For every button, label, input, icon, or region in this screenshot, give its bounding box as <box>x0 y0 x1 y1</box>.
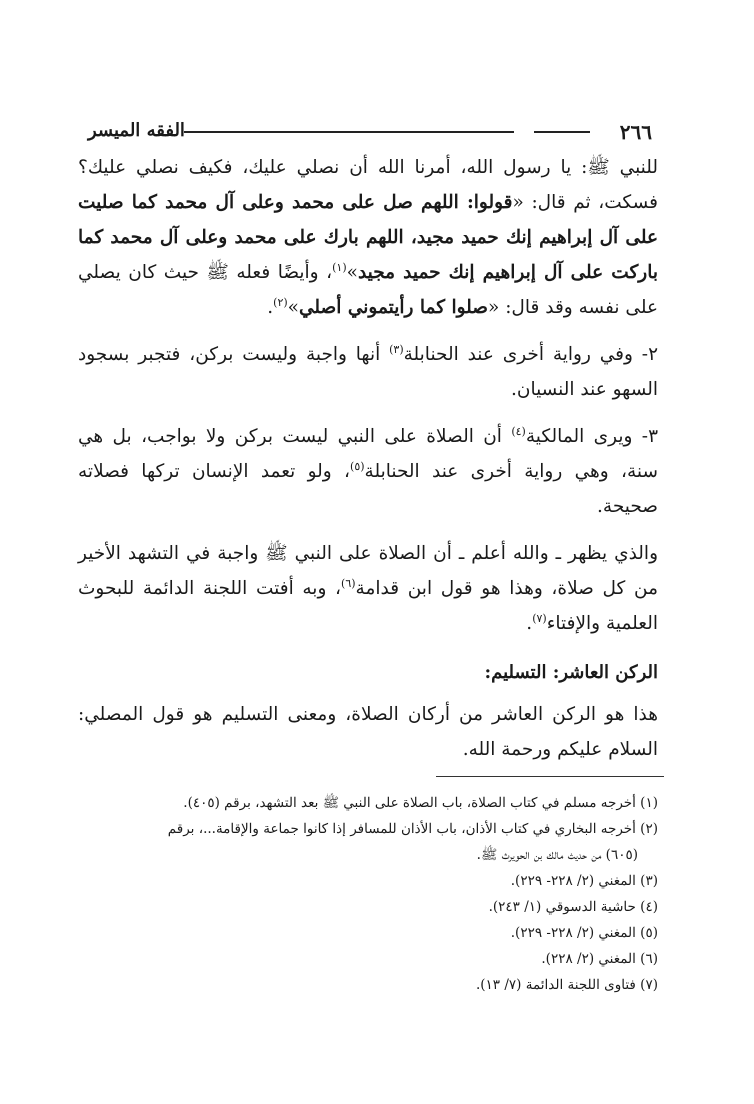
paragraph-text: والذي يظهر ـ والله أعلم ـ أن الصلاة على النبي ﷺ واجبة في التشهد الأخير من كل صلاة، وهذا هو قول ابن قدامة <box>78 543 658 599</box>
paragraph-text: . <box>267 297 274 318</box>
paragraph-text: للنبي ﷺ: يا رسول الله، أمرنا الله أن نصلي عليك، فكيف نصلي عليك؟ فسكت، ثم قال: « <box>78 157 658 213</box>
paragraph-1 <box>78 150 658 325</box>
paragraph-text: » <box>287 297 299 318</box>
paragraph-text: ٢- وفي رواية أخرى عند الحنابلة <box>403 344 658 365</box>
footnote-ref-6: (٦) <box>341 576 356 590</box>
paragraph-3 <box>78 419 658 524</box>
footnote-5: (٥) المغني (٢/ ٢٢٨- ٢٢٩). <box>510 925 658 941</box>
paragraph-text: . <box>526 613 533 634</box>
footnote-ref-1: (١) <box>332 260 347 274</box>
footnote-2: (٢) أخرجه البخاري في كتاب الأذان، باب الأذان للمسافر إذا كانوا جماعة والإقامة...، برقم <box>167 821 658 837</box>
paragraph-text: ، وأيضًا فعله ﷺ حيث كان يصلي على نفسه وقد قال: « <box>78 262 658 318</box>
footnote-ref-2: (٢) <box>273 295 288 309</box>
paragraph-4 <box>78 536 658 641</box>
paragraph-text: » <box>346 262 358 283</box>
paragraph-text: ، ولو تعمد الإنسان تركها فصلاته صحيحة. <box>78 461 658 517</box>
footnote-6: (٦) المغني (٢/ ٢٢٨). <box>541 951 658 967</box>
footnote-7: (٧) فتاوى اللجنة الدائمة (٧/ ١٣). <box>475 977 658 993</box>
paragraph-2 <box>78 337 658 407</box>
header-rule-right <box>534 131 590 133</box>
page-number: ٢٦٦ <box>619 120 652 144</box>
section-heading: الركن العاشر: التسليم: <box>484 662 658 683</box>
footnote-ref-7: (٧) <box>532 611 547 625</box>
page-header <box>88 118 652 148</box>
book-title: الفقه الميسر <box>88 120 185 141</box>
paragraph-text: أنها واجبة وليست بركن، فتجبر بسجود السهو عند النسيان. <box>78 344 658 400</box>
footnote-1: (١) أخرجه مسلم في كتاب الصلاة، باب الصلاة على النبي ﷺ بعد التشهد، برقم (٤٠٥). <box>183 795 658 811</box>
hadith-quote-2: صلوا كما رأيتموني أصلي <box>298 297 488 318</box>
hadith-quote: قولوا: اللهم صل على محمد وعلى آل محمد كما صليت على آل إبراهيم إنك حميد مجيد، اللهم بارك على محمد وعلى آل محمد كما باركت على آل إبراهيم إنك حميد مجيد <box>78 192 658 283</box>
footnotes <box>78 790 658 998</box>
footnote-3: (٣) المغني (٢/ ٢٢٨- ٢٢٩). <box>510 873 658 889</box>
page-body <box>78 150 658 767</box>
paragraph-5: هذا هو الركن العاشر من أركان الصلاة، ومعنى التسليم هو قول المصلي: السلام عليكم ورحمة الله. <box>78 704 658 760</box>
paragraph-text: ، وبه أفتت اللجنة الدائمة للبحوث العلمية والإفتاء <box>78 578 658 634</box>
paragraph-text: ٣- ويرى المالكية <box>525 426 658 447</box>
header-rule-left <box>184 131 514 133</box>
footnote-4: (٤) حاشية الدسوقي (١/ ٢٤٣). <box>488 899 658 915</box>
footnote-ref-4: (٤) <box>511 424 526 438</box>
footnote-2-continued: (٦٠٥) من حديث مالك بن الحويرث ﷺ. <box>476 847 638 863</box>
footnote-ref-3: (٣) <box>389 342 404 356</box>
footnote-ref-5: (٥) <box>350 459 365 473</box>
footnote-separator <box>436 776 664 777</box>
paragraph-text: أن الصلاة على النبي ليست بركن ولا بواجب، بل هي سنة، وهي رواية أخرى عند الحنابلة <box>78 426 658 482</box>
